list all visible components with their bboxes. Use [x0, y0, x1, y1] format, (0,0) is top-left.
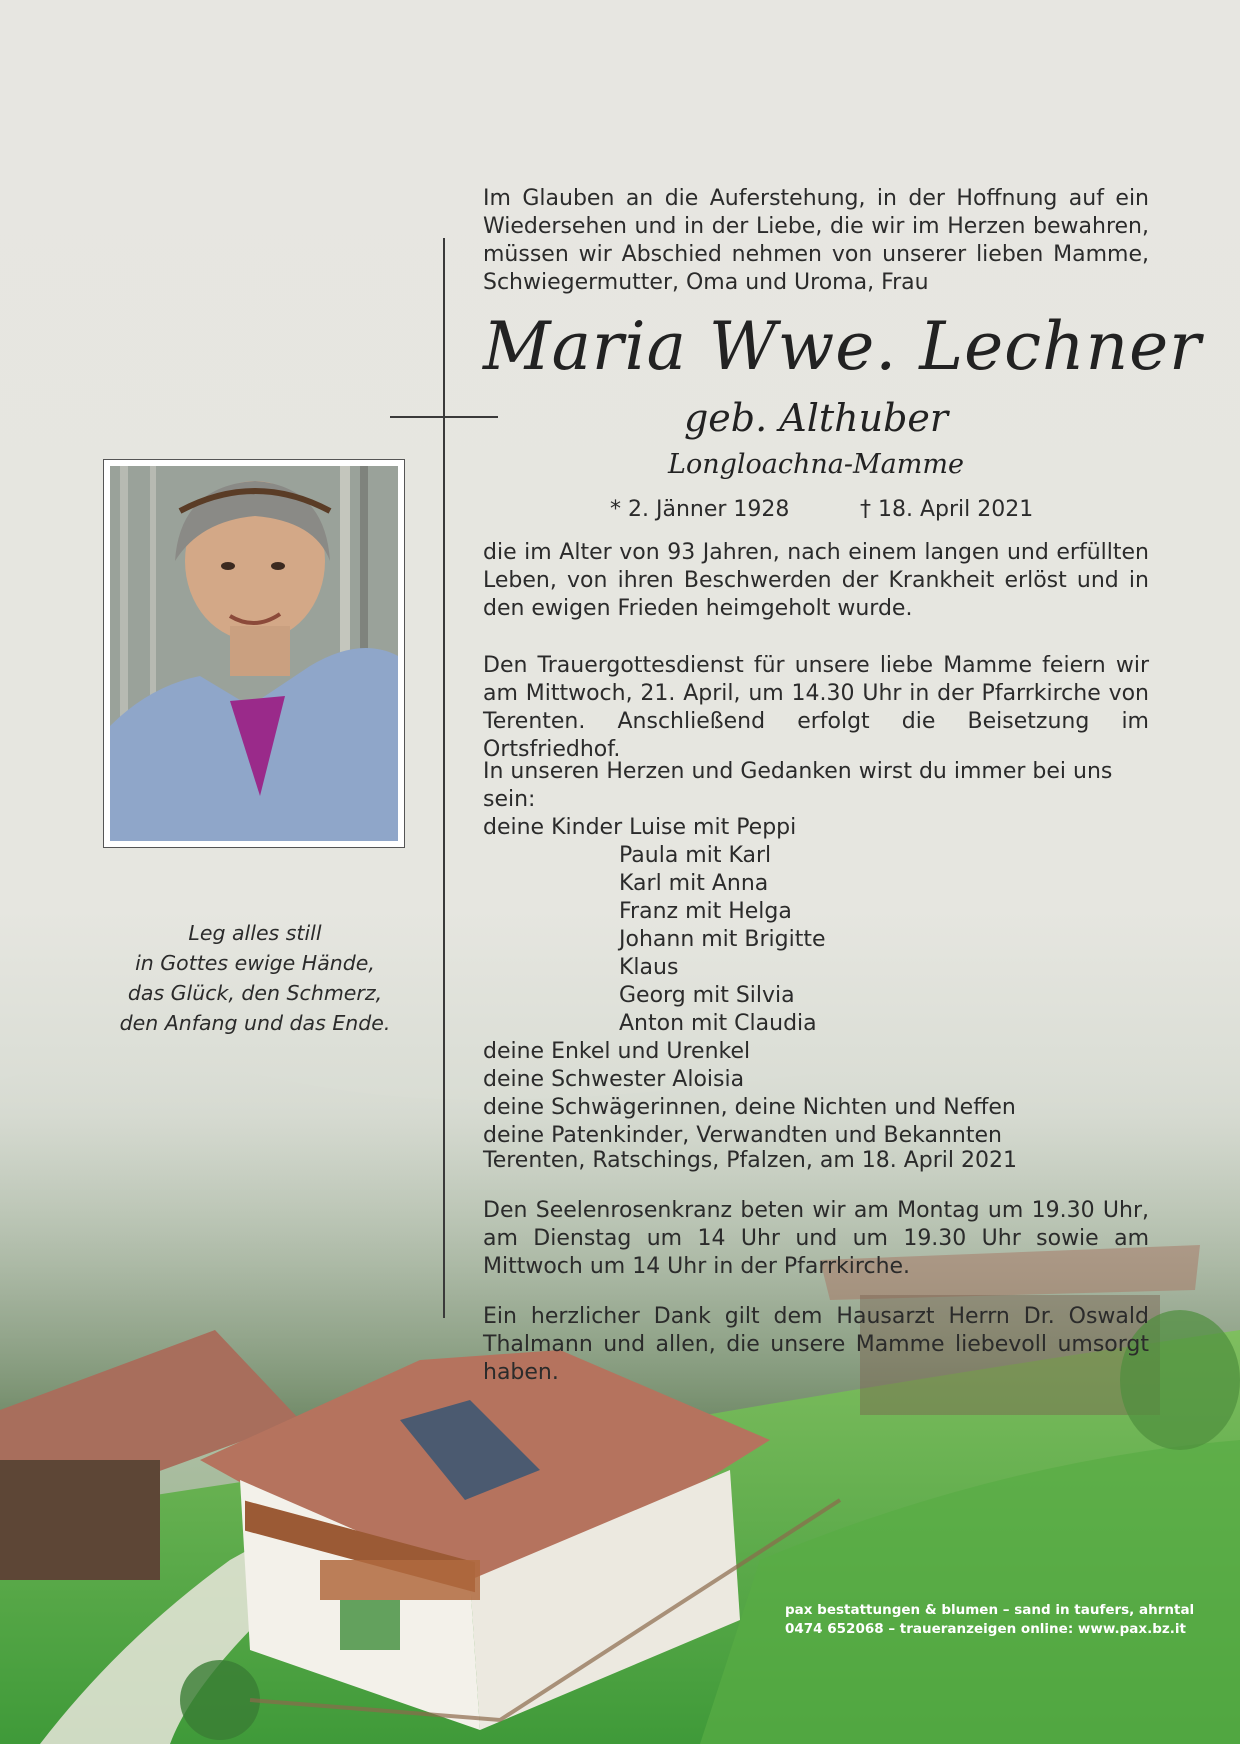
portrait-photo-frame [103, 459, 405, 848]
rosary-paragraph: Den Seelenrosenkranz beten wir am Montag um 19.30 Uhr, am Dienstag um 14 Uhr und um 19.30 Uhr sowie am Mittwoch um 14 Uhr in der Pfarrkirche. [483, 1198, 1149, 1279]
list-item: deine Patenkinder, Verwandten und Bekannten [483, 1123, 1002, 1148]
child-entry: Luise mit Peppi [629, 815, 797, 840]
footer-line: pax bestattungen & blumen – sand in taufers, ahrntal [785, 1602, 1195, 1618]
list-item [483, 814, 1149, 842]
quote-line: Leg alles still [188, 921, 322, 945]
child-entry: Georg mit Silvia [619, 983, 795, 1008]
child-entry: Karl mit Anna [619, 871, 769, 896]
child-entry: Franz mit Helga [619, 899, 792, 924]
quote-line: den Anfang und das Ende. [119, 1011, 391, 1035]
deceased-name: Maria Wwe. Lechner [483, 308, 1202, 385]
house-nickname: Longloachna-Mamme [668, 449, 964, 480]
cross-horizontal-line [390, 416, 498, 418]
birth-date: * 2. Jänner 1928 [610, 497, 790, 522]
thanks-paragraph: Ein herzlicher Dank gilt dem Hausarzt Herrn Dr. Oswald Thalmann und allen, die unsere Mamme liebevoll umsorgt haben. [483, 1304, 1149, 1385]
funeral-paragraph: Den Trauergottesdienst für unsere liebe Mamme feiern wir am Mittwoch, 21. April, um 14.30 Uhr in der Pfarrkirche von Terenten. Anschließend erfolgt die Beisetzung im Ortsfriedhof. [483, 653, 1149, 762]
child-entry: Johann mit Brigitte [619, 927, 826, 952]
quote-line: in Gottes ewige Hände, [135, 951, 375, 975]
footer-line: 0474 652068 – traueranzeigen online: www.pax.bz.it [785, 1621, 1186, 1637]
place-date-line: Terenten, Ratschings, Pfalzen, am 18. April 2021 [483, 1148, 1018, 1173]
life-paragraph: die im Alter von 93 Jahren, nach einem langen und erfüllten Leben, von ihren Beschwerden der Krankheit erlöst und in den ewigen Frieden heimgeholt wurde. [483, 540, 1149, 621]
quote-line: das Glück, den Schmerz, [127, 981, 383, 1005]
memorial-quote [100, 918, 410, 1038]
child-entry: Klaus [619, 955, 679, 980]
intro-paragraph: Im Glauben an die Auferstehung, in der Hoffnung auf ein Wiedersehen und in der Liebe, die wir im Herzen bewahren, müssen wir Abschied nehmen von unserer lieben Mamme, Schwiegermutter, Oma und Uroma, Frau [483, 186, 1149, 295]
birth-name: geb. Althuber [683, 396, 949, 440]
child-entry: Anton mit Claudia [619, 1011, 817, 1036]
list-item: deine Schwägerinnen, deine Nichten und Neffen [483, 1095, 1016, 1120]
funeral-home-footer [785, 1601, 1194, 1639]
mourners-heading: In unseren Herzen und Gedanken wirst du immer bei uns sein: [483, 759, 1113, 812]
portrait-photo [110, 466, 398, 841]
child-entry: Paula mit Karl [619, 843, 772, 868]
mourners-list [483, 758, 1149, 1150]
children-label: deine Kinder [483, 815, 623, 840]
list-item: deine Enkel und Urenkel [483, 1039, 751, 1064]
cross-vertical-line [443, 238, 445, 1318]
death-date: † 18. April 2021 [860, 497, 1034, 522]
list-item: deine Schwester Aloisia [483, 1067, 745, 1092]
